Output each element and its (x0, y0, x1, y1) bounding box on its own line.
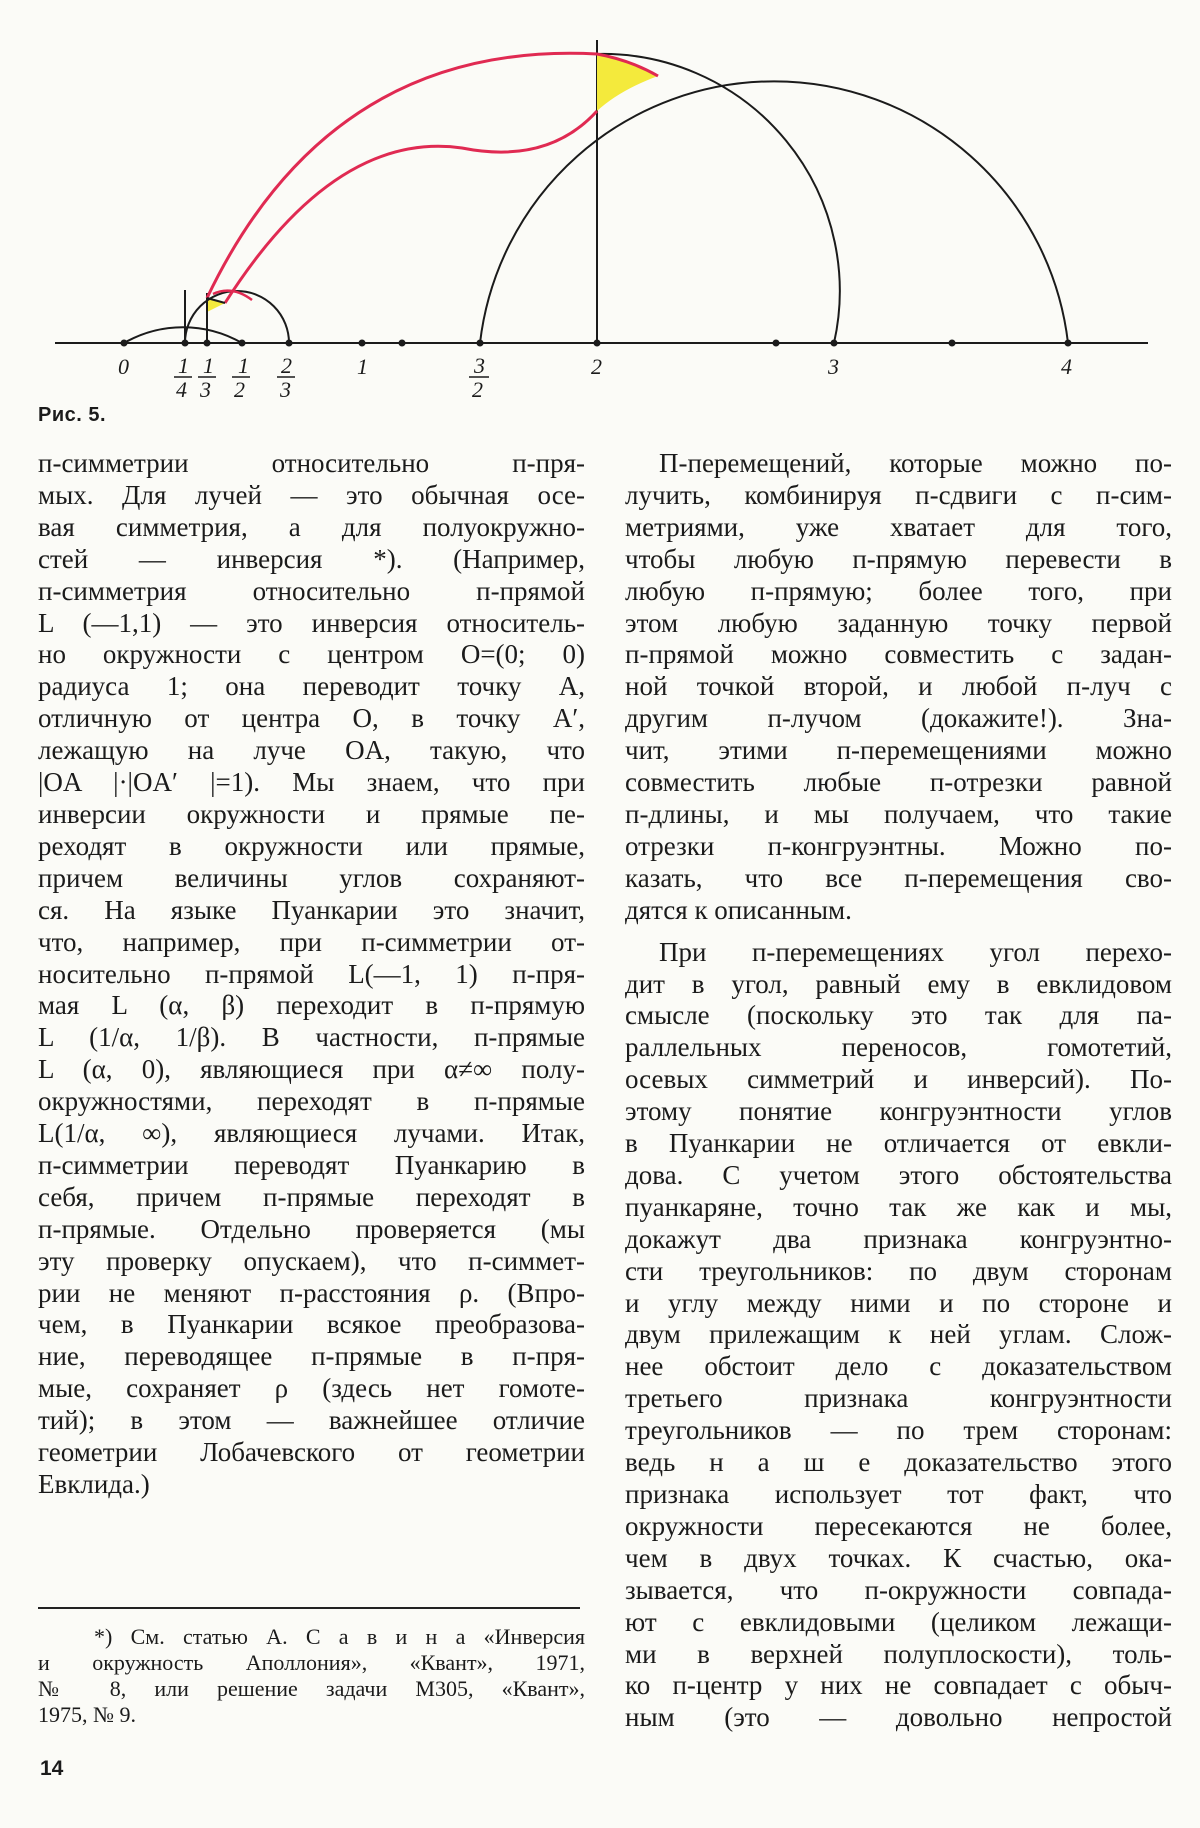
right-p2-line-18: признака использует тот факт, что (625, 1479, 1172, 1509)
right-p2-line-7: в Пуанкарии не отличается от евкли- (625, 1128, 1172, 1159)
dot-threehalves (477, 340, 484, 347)
left-line-1: п-симметрии относительно п-пря- (38, 448, 585, 478)
label-twothirds-den: 3 (280, 377, 291, 400)
label-half-den: 2 (234, 377, 245, 400)
left-line-7: но окружности с центром O=(0; 0) (38, 639, 585, 670)
right-p2-line-23: ми в верхней полуплоскости), толь- (625, 1638, 1172, 1669)
dot-half (239, 340, 246, 347)
red-arc-inner (225, 111, 597, 303)
right-p1-line-2: лучить, комбинируя п-сдвиги с п-сим- (625, 479, 1172, 510)
left-line-12: инверсии окружности и прямые пе- (38, 798, 585, 829)
dot-twothirds (286, 340, 293, 347)
left-line-8: радиуса 1; она переводит точку A, (38, 671, 585, 702)
right-p2-line-19: окружности пересекаются не более, (625, 1510, 1172, 1541)
dot-extra-3 (949, 340, 956, 347)
right-p2-line-20: чем в двух точках. К счастью, ока- (625, 1542, 1172, 1573)
label-half-num: 1 (238, 353, 249, 378)
label-quarter-num: 1 (178, 353, 189, 378)
semicircle-threehalves-to-four (480, 81, 1068, 343)
label-zero: 0 (118, 354, 129, 379)
dot-extra-2 (773, 340, 780, 347)
right-p2-line-12: и углу между ними и по стороне и (625, 1287, 1172, 1318)
label-quarter-den: 4 (176, 377, 187, 400)
footnote-line-1: *) См. статью А. С а в и н а «Инверсия (94, 1624, 585, 1649)
left-line-30: мые, сохраняет ρ (здесь нет гомоте- (38, 1373, 585, 1404)
label-twothirds-num: 2 (281, 353, 292, 378)
left-line-18: мая L (α, β) переходит в п-прямую (38, 990, 585, 1021)
label-four: 4 (1061, 354, 1072, 379)
right-p1-line-11: совместить любые п-отрезки равной (625, 767, 1172, 798)
right-p2-line-8: дова. С учетом этого обстоятельства (625, 1159, 1172, 1190)
right-p1-line-10: чит, этими п-перемещениями можно (625, 735, 1172, 766)
footnote-rule (38, 1607, 580, 1609)
right-p1-line-13: отрезки п-конгруэнтны. Можно по- (625, 830, 1172, 861)
right-p2-line-15: третьего признака конгруэнтности (625, 1383, 1172, 1414)
footnote (38, 1624, 585, 1728)
left-line-33: Евклида.) (38, 1469, 150, 1499)
right-p1-line-14: казать, что все п-перемещения сво- (625, 862, 1172, 893)
right-p2-line-16: треугольников — по трем сторонам: (625, 1415, 1172, 1446)
left-line-25: п-прямые. Отдельно проверяется (мы (38, 1213, 585, 1244)
label-third-num: 1 (203, 353, 214, 378)
right-p1-line-3: метриями, уже хватает для того, (625, 511, 1172, 542)
label-threehalves-num: 3 (474, 353, 485, 378)
footnote-line-3: № 8, или решение задачи М305, «Квант», (38, 1676, 585, 1701)
right-p1-line-15: дятся к описанным. (625, 894, 852, 925)
label-three: 3 (828, 354, 839, 379)
right-p2-line-10: докажут два признака конгруэнтно- (625, 1223, 1172, 1254)
left-line-23: п-симметрии переводят Пуанкарию в (38, 1149, 585, 1180)
right-p2-line-25: ным (это — довольно непростой (625, 1702, 1172, 1733)
left-line-24: себя, причем п-прямые переходят в (38, 1181, 585, 1212)
left-line-20: L (α, 0), являющиеся при α≠∞ полу- (38, 1054, 585, 1085)
left-line-19: L (1/α, 1/β). В частности, п-прямые (38, 1022, 585, 1053)
left-line-17: носительно п-прямой L(—1, 1) п-пря- (38, 958, 585, 989)
dot-quarter (182, 340, 189, 347)
right-p2-line-6: этому понятие конгруэнтности углов (625, 1096, 1172, 1127)
footnote-line-2: и окружность Аполлония», «Квант», 1971, (38, 1650, 585, 1675)
left-line-6: L (—1,1) — это инверсия относитель- (38, 607, 585, 638)
semicircle-quarter-to-twothirds (185, 291, 289, 343)
right-p1-line-8: ной точкой второй, и любой п-луч с (625, 671, 1172, 702)
right-p1-line-7: п-прямой можно совместить с задан- (625, 639, 1172, 670)
left-column (38, 448, 585, 1501)
left-line-22: L(1/α, ∞), являющиеся лучами. Итак, (38, 1118, 585, 1149)
dot-4 (1065, 340, 1072, 347)
left-line-27: рии не меняют п-расстояния ρ. (Впро- (38, 1277, 585, 1308)
right-p1-line-4: чтобы любую п-прямую перевести в (625, 543, 1172, 574)
left-line-21: окружностями, переходят в п-прямые (38, 1086, 585, 1117)
right-p2-line-2: дит в угол, равный ему в евклидовом (625, 968, 1172, 999)
semicircle-2-to-3 (597, 54, 840, 343)
right-p2-line-3: смысле (поскольку это так для па- (625, 1000, 1172, 1031)
right-p1-line-6: этом любую заданную точку первой (625, 607, 1172, 638)
footnote-line-4: 1975, № 9. (38, 1702, 136, 1727)
left-line-32: геометрии Лобачевского от геометрии (38, 1437, 585, 1468)
dot-2 (594, 340, 601, 347)
red-arc-outer (207, 53, 658, 298)
left-line-4: стей — инверсия *). (Например, (38, 543, 585, 574)
right-p2-line-14: нее обстоит дело с доказательством (625, 1351, 1172, 1382)
label-one: 1 (357, 354, 368, 379)
right-p1-line-1: П-перемещений, которые можно по- (659, 448, 1172, 478)
right-column (625, 448, 1172, 1734)
figure-5 (0, 0, 1200, 400)
dot-3 (831, 340, 838, 347)
label-two: 2 (591, 354, 602, 379)
right-p2-line-13: двум прилежащим к ней углам. Слож- (625, 1319, 1172, 1350)
left-line-5: п-симметрия относительно п-прямой (38, 575, 585, 606)
dot-1 (359, 340, 366, 347)
right-p1-line-9: другим п-лучом (докажите!). Зна- (625, 703, 1172, 734)
left-line-2: мых. Для лучей — это обычная осе- (38, 479, 585, 510)
right-p2-line-21: зывается, что п-окружности совпада- (625, 1574, 1172, 1605)
right-p1-line-12: п-длины, и мы получаем, что такие (625, 798, 1172, 829)
dot-0 (121, 340, 128, 347)
label-third-den: 3 (200, 377, 211, 400)
left-line-9: отличную от центра O, в точку A′, (38, 703, 585, 734)
right-p2-line-11: сти треугольников: по двум сторонам (625, 1255, 1172, 1286)
left-line-13: реходят в окружности или прямые, (38, 830, 585, 861)
left-line-3: вая симметрия, а для полуокружно- (38, 511, 585, 542)
dot-extra-1 (399, 340, 406, 347)
right-p2-line-17: ведь н а ш е доказательство этого (625, 1447, 1172, 1478)
right-p2-line-1: При п-перемещениях угол перехо- (659, 936, 1172, 967)
left-line-11: |OA |·|OA′ |=1). Мы знаем, что при (38, 767, 585, 798)
left-line-29: ние, переводящее п-прямые в п-пря- (38, 1341, 585, 1372)
right-p1-line-5: любую п-прямую; более того, при (625, 575, 1172, 606)
right-p2-line-24: ко п-центр у них не совпадает с обыч- (625, 1670, 1172, 1701)
left-line-31: тий); в этом — важнейшее отличие (38, 1405, 585, 1436)
left-line-28: чем, в Пуанкарии всякое преобразова- (38, 1309, 585, 1340)
left-line-16: что, например, при п-симметрии от- (38, 926, 585, 957)
left-line-26: эту проверку опускаем), что п-симмет- (38, 1245, 585, 1276)
page-number: 14 (40, 1757, 64, 1780)
left-line-14: причем величины углов сохраняют- (38, 862, 585, 893)
right-p2-line-22: ют с евклидовыми (целиком лежащи- (625, 1606, 1172, 1637)
right-p2-line-9: пуанкаряне, точно так же как и мы, (625, 1191, 1172, 1222)
dot-third (204, 340, 211, 347)
left-line-10: лежащую на луче OA, такую, что (38, 735, 585, 766)
right-p2-line-4: раллельных переносов, гомотетий, (625, 1032, 1172, 1063)
left-line-15: ся. На языке Пуанкарии это значит, (38, 894, 585, 925)
right-p2-line-5: осевых симметрий и инверсий). По- (625, 1064, 1172, 1095)
label-threehalves-den: 2 (472, 377, 483, 400)
figure-caption: Рис. 5. (38, 404, 107, 426)
